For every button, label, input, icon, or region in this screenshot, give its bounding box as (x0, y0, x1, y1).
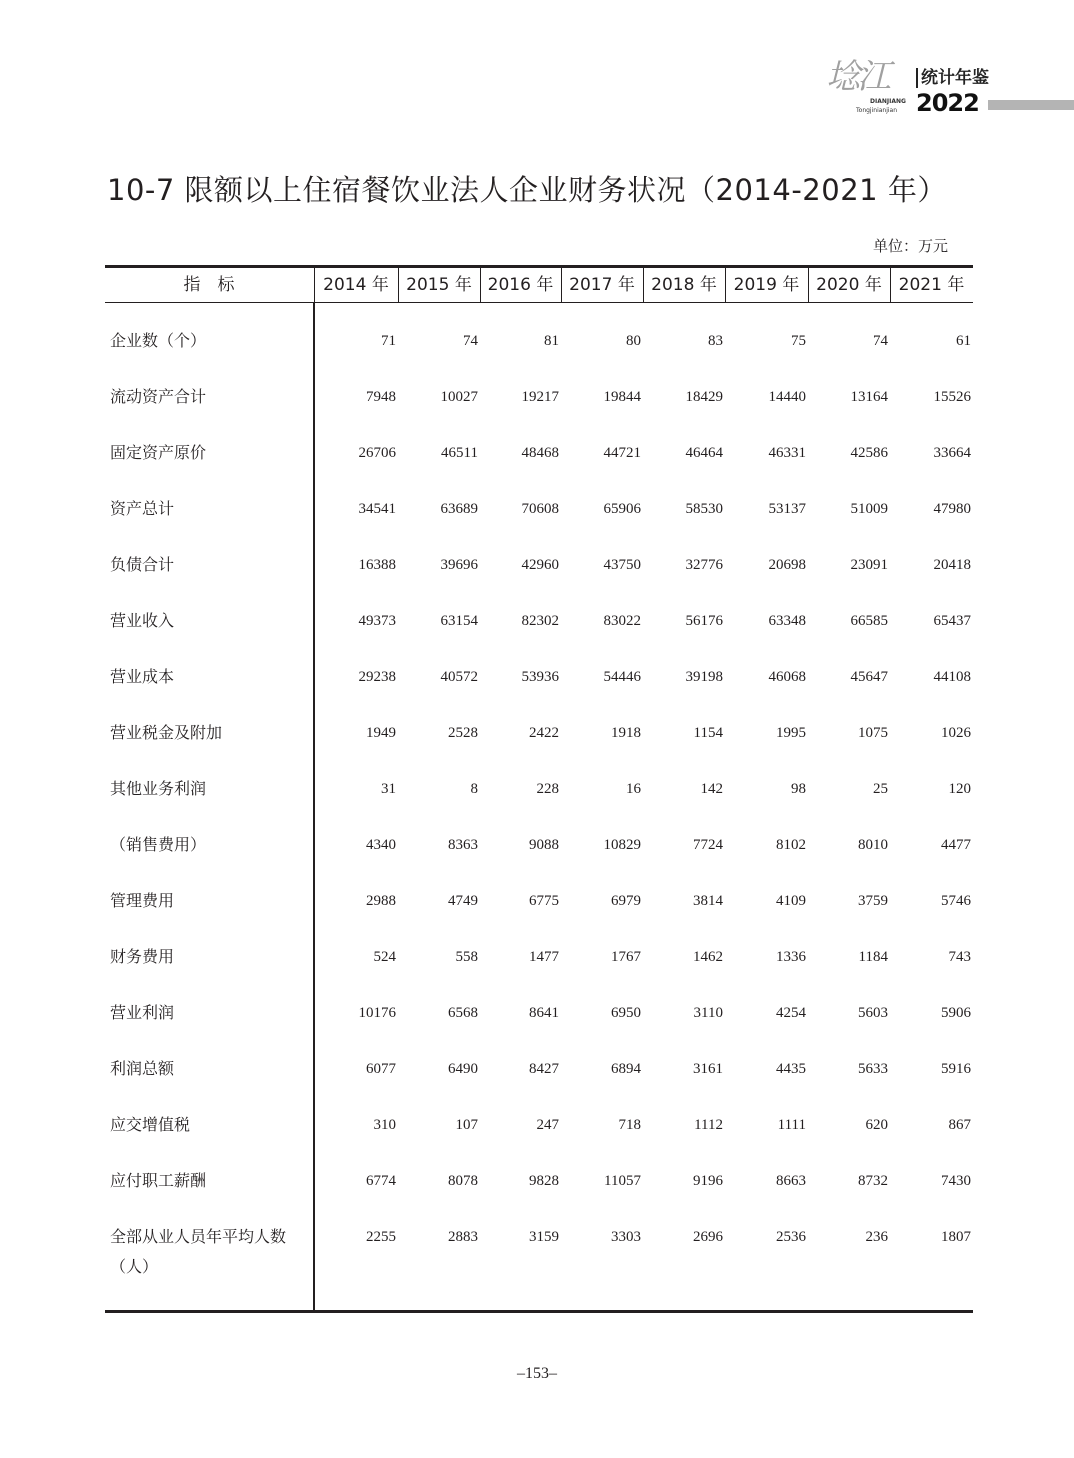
table-cell: 63348 (768, 613, 806, 629)
table-cell: 14440 (768, 389, 806, 405)
table-cell: 6490 (448, 1061, 478, 1077)
table-cell: 9088 (529, 837, 559, 853)
table-cell: 5746 (941, 893, 971, 909)
header-bar (988, 100, 1074, 110)
table-cell: 1949 (366, 725, 396, 741)
table-cell: 247 (536, 1117, 559, 1133)
table-cell: 39198 (685, 669, 723, 685)
table-cell: 4749 (448, 893, 478, 909)
table-cell: 7948 (366, 389, 396, 405)
table-cell: 65906 (603, 501, 641, 517)
year-header: 2019 年 (733, 275, 800, 295)
table-cell: 8641 (529, 1005, 559, 1021)
row-label (110, 1110, 190, 1140)
year-header: 2017 年 (569, 275, 635, 295)
table-cell: 2696 (693, 1229, 723, 1245)
table-cell: 6979 (611, 893, 641, 909)
row-label-text: 资产总计 (110, 499, 175, 518)
table-cell: 10176 (358, 1005, 396, 1021)
table-cell: 718 (618, 1117, 641, 1133)
table-cell: 20698 (768, 557, 806, 573)
table-cell: 1111 (777, 1117, 806, 1133)
header-divider (643, 267, 644, 303)
table-cell: 71 (381, 333, 396, 349)
row-label (110, 1166, 206, 1196)
table-cell: 42960 (521, 557, 559, 573)
row-label-text: 管理费用 (110, 891, 175, 910)
table-cell: 6950 (611, 1005, 641, 1021)
table-cell: 7430 (941, 1173, 971, 1189)
table-cell: 53137 (768, 501, 806, 517)
table-cell: 46331 (768, 445, 806, 461)
row-label-text: （销售费用） (110, 835, 207, 854)
row-label-text: 财务费用 (110, 947, 175, 966)
logo-pinyin-2: Tongjinianjian (856, 107, 898, 114)
header-divider (561, 267, 562, 303)
table-cell: 1112 (694, 1117, 723, 1133)
table-cell: 13164 (850, 389, 888, 405)
table-cell: 11057 (604, 1173, 641, 1189)
table-cell: 33664 (933, 445, 971, 461)
table-cell: 5906 (941, 1005, 971, 1021)
row-label (110, 494, 174, 524)
table-cell: 58530 (685, 501, 723, 517)
row-label-text: 负债合计 (110, 555, 175, 574)
table-cell: 1807 (941, 1229, 971, 1245)
table-cell: 1462 (693, 949, 723, 965)
table-cell: 1995 (776, 725, 806, 741)
row-label-text: 全部从业人员年平均人数 (110, 1227, 287, 1246)
table-cell: 3759 (858, 893, 888, 909)
table-cell: 8363 (448, 837, 478, 853)
year-header: 2018 年 (651, 275, 717, 295)
table-cell: 63689 (440, 501, 478, 517)
row-label-text: 营业利润 (110, 1003, 175, 1022)
table-cell: 47980 (933, 501, 971, 517)
table-cell: 9196 (693, 1173, 723, 1189)
row-label-text: 营业收入 (110, 611, 175, 630)
row-label (110, 438, 206, 468)
table-cell: 25 (873, 781, 888, 797)
row-label-text: 企业数（个） (110, 331, 207, 350)
table-cell: 74 (463, 333, 478, 349)
table-cell: 19217 (521, 389, 559, 405)
row-label (110, 774, 206, 804)
table-cell: 4340 (366, 837, 396, 853)
table-cell: 2528 (448, 725, 478, 741)
table-cell: 3161 (693, 1061, 723, 1077)
table-cell: 3814 (693, 893, 723, 909)
table-bottom-rule (105, 1310, 973, 1313)
row-label-text: 利润总额 (110, 1059, 175, 1078)
row-label-text-line2: （人） (110, 1257, 159, 1276)
table-cell: 8732 (858, 1173, 888, 1189)
table-cell: 16388 (358, 557, 396, 573)
header-divider (480, 267, 481, 303)
row-label (110, 382, 206, 412)
table-cell: 1918 (611, 725, 641, 741)
table-cell: 44721 (603, 445, 641, 461)
table-cell: 3303 (611, 1229, 641, 1245)
table-cell: 310 (373, 1117, 396, 1133)
table-cell: 61 (956, 333, 971, 349)
row-label-text: 营业成本 (110, 667, 175, 686)
table-cell: 236 (865, 1229, 888, 1245)
table-cell: 45647 (850, 669, 888, 685)
table-cell: 46068 (768, 669, 806, 685)
table-cell: 228 (536, 781, 559, 797)
table-cell: 63154 (440, 613, 478, 629)
table-cell: 82302 (521, 613, 559, 629)
table-cell: 6894 (611, 1061, 641, 1077)
year-header: 2016 年 (487, 275, 554, 295)
table-cell: 120 (948, 781, 971, 797)
table-cell: 42586 (850, 445, 888, 461)
table-cell: 16 (626, 781, 641, 797)
table-cell: 5916 (941, 1061, 971, 1077)
row-label (110, 942, 174, 972)
table-cell: 20418 (933, 557, 971, 573)
table-cell: 80 (626, 333, 641, 349)
row-label-text: 应交增值税 (110, 1115, 191, 1134)
table-cell: 83022 (603, 613, 641, 629)
header-divider (314, 267, 315, 303)
table-cell: 107 (455, 1117, 478, 1133)
table-cell: 8427 (529, 1061, 559, 1077)
table-cell: 8 (470, 781, 478, 797)
row-label-text: 流动资产合计 (110, 387, 207, 406)
table-cell: 29238 (358, 669, 396, 685)
table-cell: 3110 (693, 1005, 723, 1021)
table-cell: 40572 (440, 669, 478, 685)
logo-book-name: 统计年鉴 (916, 68, 989, 88)
table-cell: 8010 (858, 837, 888, 853)
row-label (110, 326, 206, 356)
row-label (110, 886, 174, 916)
row-label-text: 其他业务利润 (110, 779, 207, 798)
table-cell: 4109 (776, 893, 806, 909)
table-cell: 23091 (850, 557, 888, 573)
table-cell: 8102 (776, 837, 806, 853)
logo-year: 2022 (916, 89, 979, 117)
year-header: 2015 年 (406, 275, 472, 295)
table-cell: 70608 (521, 501, 559, 517)
page-title: 10-7 限额以上住宿餐饮业法人企业财务状况（2014-2021 年） (107, 173, 947, 207)
table-cell: 620 (865, 1117, 888, 1133)
table-cell: 44108 (933, 669, 971, 685)
table-cell: 19844 (603, 389, 641, 405)
table-cell: 142 (700, 781, 723, 797)
table-cell: 4477 (941, 837, 971, 853)
table-cell: 98 (791, 781, 806, 797)
table-cell: 4435 (776, 1061, 806, 1077)
header-divider (890, 267, 891, 303)
table-cell: 8078 (448, 1173, 478, 1189)
row-label (110, 662, 174, 692)
table-cell: 75 (791, 333, 806, 349)
logo-pinyin: DIANJIANG (870, 98, 906, 105)
row-label (110, 1222, 286, 1282)
table-cell: 1026 (941, 725, 971, 741)
year-header: 2020 年 (816, 275, 882, 295)
table-cell: 43750 (603, 557, 641, 573)
table-cell: 3159 (529, 1229, 559, 1245)
row-label (110, 1054, 174, 1084)
indicator-header: 指 标 (183, 275, 235, 295)
row-label (110, 998, 174, 1028)
table-cell: 65437 (933, 613, 971, 629)
table-cell: 558 (455, 949, 478, 965)
table-cell: 867 (948, 1117, 971, 1133)
logo-calligraphy: 埝江 (826, 57, 888, 97)
table-cell: 81 (544, 333, 559, 349)
table-cell: 9828 (529, 1173, 559, 1189)
table-cell: 34541 (358, 501, 396, 517)
table-cell: 46511 (441, 445, 478, 461)
table-cell: 10829 (603, 837, 641, 853)
header-divider (398, 267, 399, 303)
table-cell: 10027 (440, 389, 478, 405)
table-cell: 524 (373, 949, 396, 965)
table-cell: 8663 (776, 1173, 806, 1189)
yearbook-logo (826, 58, 1074, 120)
table-cell: 2422 (529, 725, 559, 741)
table-cell: 2988 (366, 893, 396, 909)
table-cell: 32776 (685, 557, 723, 573)
label-column-divider (313, 303, 315, 1312)
table-cell: 74 (873, 333, 888, 349)
row-label (110, 830, 206, 860)
page-number: –153– (517, 1365, 557, 1382)
table-cell: 1477 (529, 949, 559, 965)
year-header: 2014 年 (323, 275, 389, 295)
table-cell: 39696 (440, 557, 478, 573)
table-cell: 6774 (366, 1173, 396, 1189)
table-cell: 53936 (521, 669, 559, 685)
table-cell: 48468 (521, 445, 559, 461)
header-divider (725, 267, 726, 303)
table-cell: 18429 (685, 389, 723, 405)
table-cell: 66585 (850, 613, 888, 629)
table-cell: 56176 (685, 613, 723, 629)
table-cell: 6077 (366, 1061, 396, 1077)
table-cell: 15526 (933, 389, 971, 405)
table-cell: 26706 (358, 445, 396, 461)
table-cell: 6568 (448, 1005, 478, 1021)
table-cell: 2883 (448, 1229, 478, 1245)
table-cell: 7724 (693, 837, 723, 853)
table-cell: 1075 (858, 725, 888, 741)
table-cell: 4254 (776, 1005, 806, 1021)
table-cell: 49373 (358, 613, 396, 629)
table-cell: 31 (381, 781, 396, 797)
table-cell: 51009 (850, 501, 888, 517)
table-cell: 2255 (366, 1229, 396, 1245)
table-cell: 54446 (603, 669, 641, 685)
row-label (110, 606, 174, 636)
table-cell: 1336 (776, 949, 806, 965)
year-header: 2021 年 (898, 275, 965, 295)
table-cell: 1184 (858, 949, 888, 965)
table-cell: 6775 (529, 893, 559, 909)
table-cell: 743 (948, 949, 971, 965)
table-cell: 2536 (776, 1229, 806, 1245)
table-cell: 46464 (685, 445, 723, 461)
header-divider (808, 267, 809, 303)
row-label (110, 550, 174, 580)
table-cell: 1154 (693, 725, 723, 741)
row-label-text: 固定资产原价 (110, 443, 207, 462)
row-label-text: 应付职工薪酬 (110, 1171, 207, 1190)
unit-label: 单位：万元 (873, 237, 949, 255)
table-cell: 5633 (858, 1061, 888, 1077)
row-label (110, 718, 222, 748)
row-label-text: 营业税金及附加 (110, 723, 223, 742)
table-cell: 83 (708, 333, 723, 349)
table-cell: 5603 (858, 1005, 888, 1021)
table-cell: 1767 (611, 949, 641, 965)
